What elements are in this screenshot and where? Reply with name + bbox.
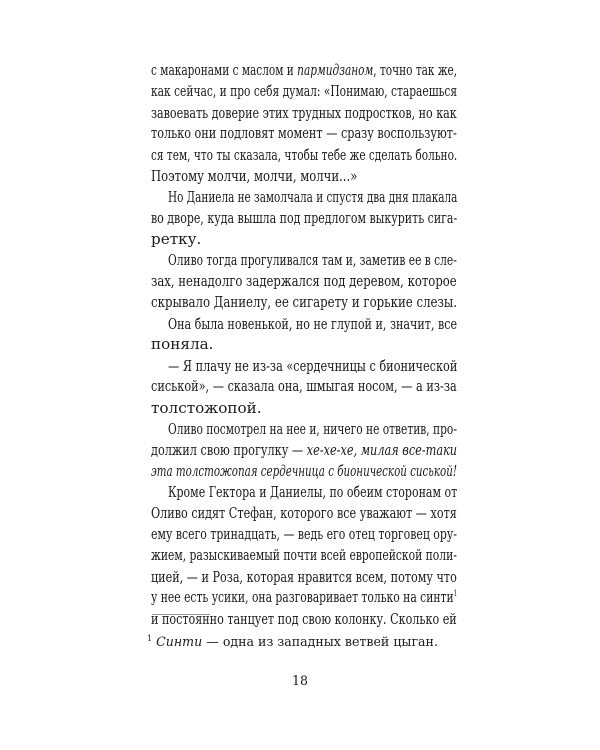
text-segment: и постоянно танцует под свою колонку. Сколько ей	[151, 610, 457, 628]
footnote-ref: 1	[453, 588, 458, 598]
text-segment: с макаронами с маслом и	[151, 61, 298, 79]
text-segment: как сейчас, и про себя думал: «Понимаю, стараешься	[151, 82, 458, 100]
text-line	[151, 604, 457, 634]
text-segment: только они подловят момент — сразу воспользуют-	[151, 124, 457, 142]
text-segment: толстожопой.	[151, 399, 262, 417]
text-segment: Оливо посмотрел на нее и, ничего не ответив, про-	[168, 420, 457, 438]
text-segment: Она была новенькой, но не глупой и, значит, все	[168, 315, 458, 333]
text-segment: Поэтому молчи, молчи, молчи...»	[151, 167, 358, 185]
text-segment: хе-хе-хе, милая все-таки	[306, 441, 458, 459]
text-segment: Оливо сидят Стефан, которого все уважают — хотя	[151, 504, 457, 522]
text-segment: сиськой», — сказала она, шмыгая носом, — а из-за	[151, 377, 457, 395]
text-segment: ретку.	[151, 230, 202, 248]
footnote-text: — одна из западных ветвей цыган.	[202, 634, 438, 649]
page-number: 18	[291, 673, 309, 688]
text-segment: должил свою прогулку —	[151, 441, 307, 459]
text-segment: зах, ненадолго задержался под деревом, которое	[151, 272, 457, 290]
footnote-marker: 1	[147, 633, 153, 643]
text-segment: ему всего тринадцать, — ведь его отец торговец ору-	[151, 525, 457, 543]
text-segment: Но Даниела не замолчала и спустя два дня плакала	[168, 188, 458, 206]
text-segment: — Я плачу не из-за «сердечницы с бионической	[168, 357, 458, 375]
text-segment: Оливо тогда прогуливался там и, заметив ее в сле-	[168, 251, 457, 269]
footnote-rule	[152, 614, 210, 615]
text-segment: цией, — и Роза, которая нравится всем, потому что	[151, 568, 457, 586]
text-segment: у нее есть усики, она разговаривает только на синти	[151, 588, 454, 606]
text-segment: во дворе, куда вышла под предлогом выкурить сига-	[151, 209, 458, 227]
text-segment: завоевать доверие этих трудных подростков, но как	[151, 104, 457, 122]
text-segment: Кроме Гектора и Даниелы, по обеим сторонам от	[168, 483, 458, 501]
text-segment: поняла.	[151, 335, 214, 353]
text-segment: скрывало Даниелу, ее сигарету и горькие слезы.	[151, 293, 458, 311]
text-segment: эта толстожопая сердечница с бионической сиськой!	[151, 462, 457, 480]
text-segment: жием, разыскиваемый почти всей европейской поли-	[151, 546, 457, 564]
footnote	[147, 632, 438, 652]
text-segment: , точно так же,	[373, 61, 458, 79]
text-segment: пармидзаном	[297, 61, 374, 79]
footnote-term: Синти	[156, 634, 203, 649]
text-segment: ся тем, что ты сказала, чтобы тебе же сделать больно.	[151, 146, 458, 164]
